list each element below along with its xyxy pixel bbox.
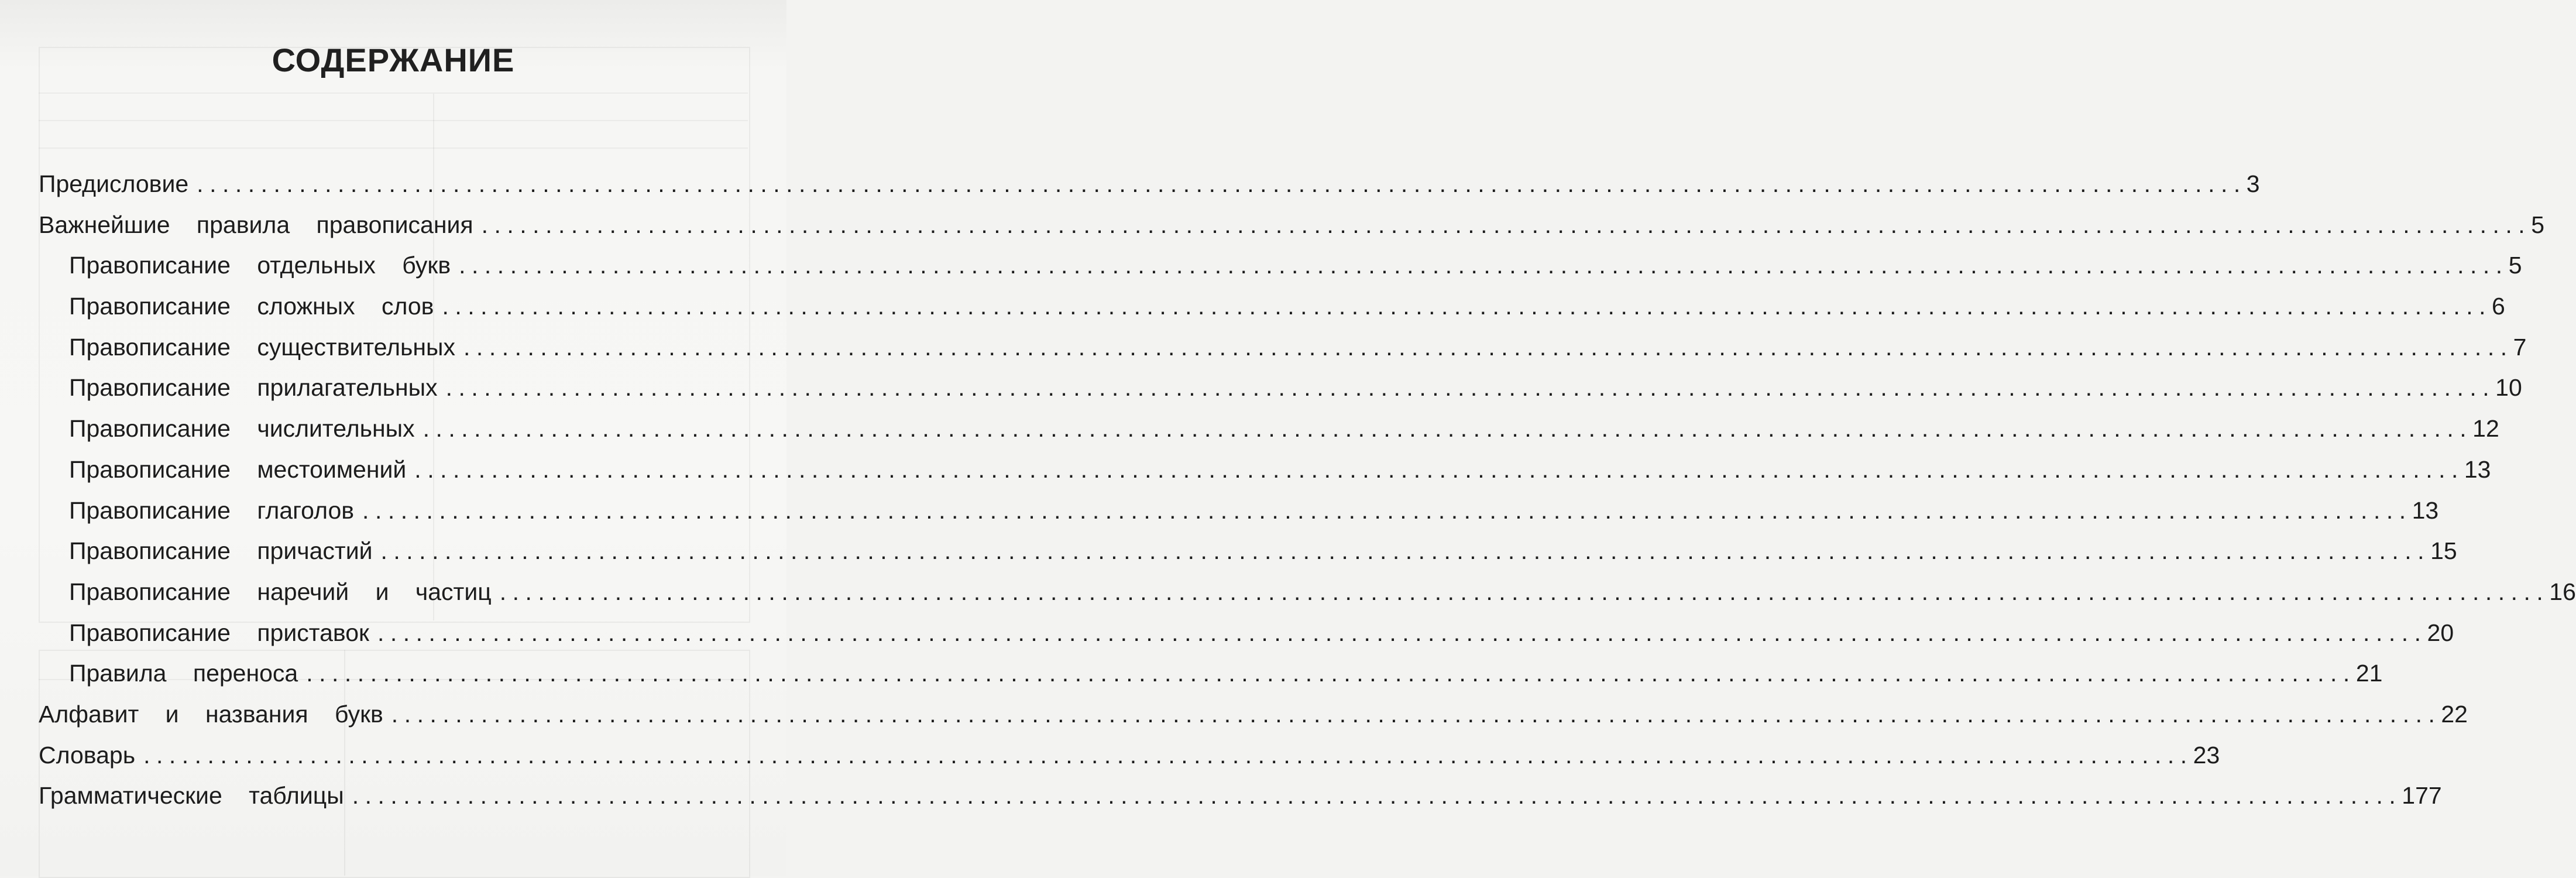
toc-entry-page-number: 177: [2402, 782, 2442, 810]
toc-entry-title: Правописание приставок: [69, 619, 369, 646]
toc-entry: [39, 331, 2527, 372]
toc-entry: [39, 494, 2439, 535]
toc-dot-leader: ................................................................................................................................................................: [481, 211, 2532, 238]
toc-dot-leader: ................................................................................................................................................................: [459, 252, 2509, 279]
toc-entry: [39, 575, 2576, 616]
toc-dot-leader: ................................................................................................................................................................: [352, 782, 2402, 810]
toc-entry-page-number: 22: [2441, 700, 2468, 728]
toc-entry-page-number: 5: [2531, 211, 2544, 238]
toc-dot-leader: ................................................................................................................................................................: [445, 374, 2496, 402]
toc-entry-title: Правила переноса: [69, 660, 298, 687]
toc-entry-page-number: 21: [2355, 660, 2383, 687]
toc-entry: [39, 779, 2442, 820]
toc-entry-page-number: 16: [2549, 578, 2576, 605]
toc-entry-title: Правописание числительных: [69, 415, 415, 443]
toc-entry: [39, 167, 2260, 208]
toc-dot-leader: ................................................................................................................................................................: [377, 619, 2427, 646]
toc-entry-page-number: 15: [2430, 537, 2457, 565]
toc-entry: [39, 208, 2544, 249]
toc-entry-title: Словарь: [39, 741, 136, 769]
toc-dot-leader: ................................................................................................................................................................: [306, 660, 2356, 687]
toc-entry-page-number: 7: [2513, 333, 2527, 361]
toc-entry-title: Правописание местоимений: [69, 455, 407, 483]
toc-entry-page-number: 5: [2508, 252, 2522, 279]
toc-dot-leader: ................................................................................................................................................................: [414, 455, 2464, 483]
toc-entry-page-number: 10: [2495, 374, 2522, 402]
table-of-contents: [39, 167, 2576, 820]
toc-entry: [39, 249, 2522, 290]
toc-entry-title: Правописание прилагательных: [69, 374, 438, 402]
toc-entry-page-number: 6: [2492, 293, 2505, 320]
toc-entry: [39, 412, 2499, 453]
toc-entry-title: Грамматические таблицы: [39, 782, 344, 810]
toc-entry: [39, 453, 2491, 494]
toc-entry: [39, 657, 2383, 698]
toc-entry-page-number: 12: [2472, 415, 2499, 443]
page-title: СОДЕРЖАНИЕ: [272, 42, 515, 78]
toc-dot-leader: ................................................................................................................................................................: [380, 537, 2431, 565]
show-through-rule: [39, 148, 748, 149]
toc-entry: [39, 739, 2220, 780]
show-through-rule: [39, 92, 748, 94]
toc-entry: [39, 371, 2522, 412]
toc-entry: [39, 534, 2457, 575]
toc-entry-page-number: 23: [2193, 741, 2220, 769]
toc-entry-page-number: 20: [2427, 619, 2454, 646]
toc-entry-page-number: 3: [2246, 170, 2260, 197]
toc-dot-leader: ................................................................................................................................................................: [391, 700, 2441, 728]
toc-entry-title: Правописание отдельных букв: [69, 252, 451, 279]
toc-dot-leader: ................................................................................................................................................................: [362, 496, 2412, 524]
toc-entry-page-number: 13: [2464, 455, 2491, 483]
toc-entry: [39, 616, 2454, 657]
toc-dot-leader: ................................................................................................................................................................: [499, 578, 2550, 605]
toc-entry-title: Правописание наречий и частиц: [69, 578, 492, 605]
toc-entry-title: Алфавит и названия букв: [39, 700, 383, 728]
toc-dot-leader: ................................................................................................................................................................: [442, 293, 2492, 320]
toc-entry: [39, 698, 2468, 739]
toc-entry-title: Важнейшие правила правописания: [39, 211, 473, 238]
toc-entry-title: Правописание существительных: [69, 333, 456, 361]
toc-entry-title: Правописание сложных слов: [69, 293, 434, 320]
show-through-rule: [39, 120, 748, 121]
toc-entry-title: Правописание причастий: [69, 537, 373, 565]
toc-dot-leader: ................................................................................................................................................................: [197, 170, 2247, 197]
toc-dot-leader: ................................................................................................................................................................: [143, 741, 2193, 769]
toc-entry-title: Правописание глаголов: [69, 496, 355, 524]
toc-dot-leader: ................................................................................................................................................................: [423, 415, 2473, 443]
toc-entry: [39, 290, 2505, 331]
toc-entry-page-number: 13: [2412, 496, 2439, 524]
toc-entry-title: Предисловие: [39, 170, 189, 197]
toc-dot-leader: ................................................................................................................................................................: [463, 333, 2513, 361]
